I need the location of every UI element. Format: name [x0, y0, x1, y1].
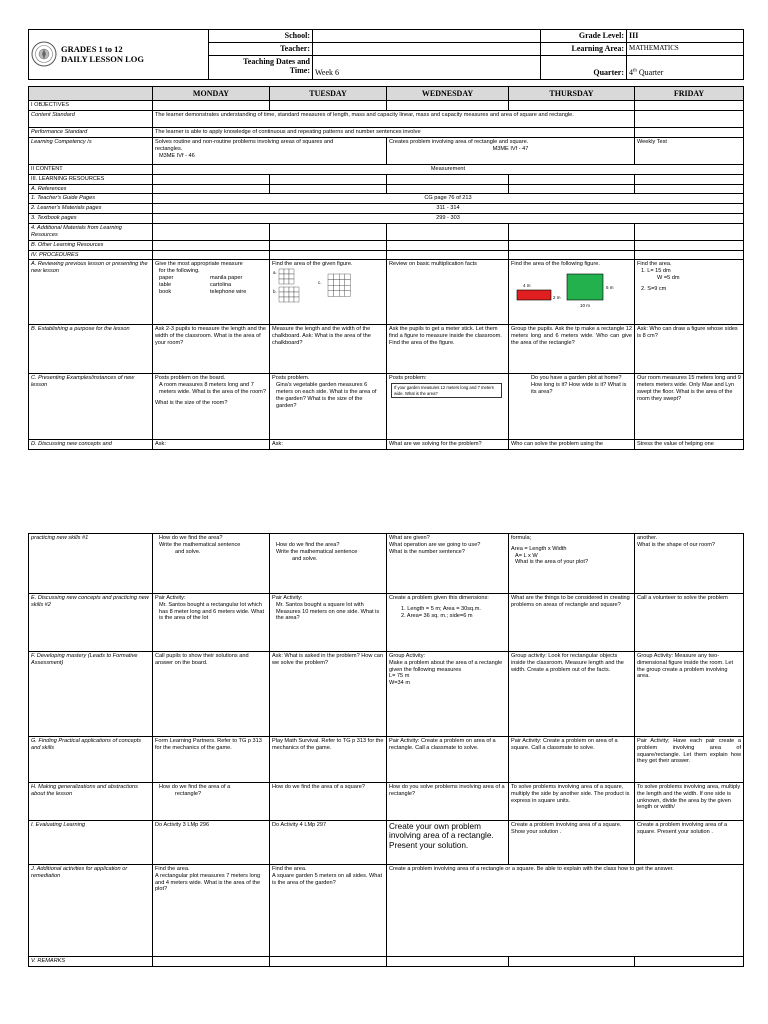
proc-i-wed: Create your own problem involving area of a rectangle. Present your solution.	[387, 821, 509, 865]
content-standard-label: Content Standard	[29, 111, 153, 128]
proc-d-mon-1: Ask:	[153, 440, 270, 450]
grid-figure-a	[279, 269, 294, 284]
proc-i-label: I. Evaluating Learning	[29, 821, 153, 865]
competency-mon-code: M3ME IVf - 46	[159, 152, 195, 159]
label-10m: 10 m	[580, 303, 591, 309]
corner-cell	[29, 86, 153, 101]
grid-figure-b-cell	[284, 292, 289, 297]
proc-i-mon: Do Activity 3 LMp 296	[153, 821, 270, 865]
grid-figure-a-cell	[279, 269, 284, 274]
problem-box: If your garden measures 12 meters long and 7 meters wide. What is the area?	[391, 383, 502, 398]
dates-label-2: Time:	[289, 66, 310, 76]
competency-mon-2: rectangles.	[155, 145, 183, 152]
proc-g-tue: Play Math Survival. Refer to TG p 313 for the mechanics of the game.	[270, 737, 387, 783]
proc-d-thu-2: formula; Area = Length x Width A= L x W What is the area of your plot?	[509, 534, 635, 594]
proc-b-thu: Group the pupils. Ask the tp make a rectangle 12 meters long and 6 meters wide. Who can give the area of the rectangle?	[509, 325, 635, 374]
grid-figure-a-cell	[289, 279, 294, 284]
grid-figure-b-cell	[284, 297, 289, 302]
performance-standard-label: Performance Standard	[29, 128, 153, 138]
proc-i-tue: Do Activity 4 LMp 297	[270, 821, 387, 865]
proc-j-tue: Find the area. A square garden 5 meters on all sides. What is the area of the garden?	[270, 865, 387, 957]
green-square	[567, 274, 603, 300]
proc-e-thu: What are the things to be considered in creating problems on areas of rectangle and square?	[509, 594, 635, 652]
proc-g-mon: Form Learning Partners. Refer to TG p 313 for the mechanics of the game.	[153, 737, 270, 783]
proc-f-tue: Ask: What is asked in the problem? How can we solve the problem?	[270, 652, 387, 737]
grid-figure-b-cell	[294, 287, 299, 292]
proc-h-wed: How do you solve problems involving area of a rectangle?	[387, 783, 509, 821]
lm-text: 311 - 314	[153, 204, 744, 214]
proc-h-tue: How do we find the area of a square?	[270, 783, 387, 821]
lm-label: 2. Learner's Materials pages	[29, 204, 153, 214]
grid-figure-a-cell	[284, 269, 289, 274]
proc-a-label: A. Reviewing previous lesson or presenting the new lesson	[29, 260, 153, 325]
proc-b-fri: Ask: Who can draw a figure whose sides is 8 cm?	[635, 325, 744, 374]
grid-figure-b-cell	[294, 297, 299, 302]
day-wednesday: WEDNESDAY	[387, 86, 509, 101]
competency-label: Learning Competency /s	[29, 137, 153, 164]
header-table	[28, 29, 744, 80]
proc-h-mon: How do we find the area of a rectangle?	[153, 783, 270, 821]
grid-figure-c-cell	[345, 291, 351, 297]
proc-f-thu: Group activity: Look for rectangular objects inside the classroom. Measure length and the width. Create a problem out of the facts.	[509, 652, 635, 737]
proc-d-mon-2: How do we find the area? Write the mathematical sentence and solve.	[153, 534, 270, 594]
measure-list: paper table book manila paper cartolina telephone wire	[159, 275, 247, 295]
proc-a-mon: Give the most appropriate measure for the following. paper table book manila paper cartolina telephone wire	[153, 260, 270, 325]
other-resources-label: B. Other Learning Resources	[29, 240, 153, 250]
references-heading: A. References	[29, 184, 153, 194]
proc-d-wed-1: What are we solving for the problem?	[387, 440, 509, 450]
label-5m: 5 m	[606, 285, 614, 291]
proc-j-wed-fri: Create a problem involving area of a rectangle or a square. Be able to explain with the class how to get the answer.	[387, 865, 744, 957]
grid-figure-c-cell	[339, 280, 345, 286]
grade-label: Grade Level:	[541, 30, 627, 43]
grid-figure-b-cell	[289, 292, 294, 297]
grid-figure-b	[279, 287, 299, 302]
grid-figure-c-cell	[328, 274, 334, 280]
day-tuesday: TUESDAY	[270, 86, 387, 101]
proc-e-label: E. Discussing new concepts and practicing new skills #2	[29, 594, 153, 652]
page-1	[28, 29, 743, 450]
doc-title-line2: DAILY LESSON LOG	[61, 54, 144, 65]
competency-mon-tue	[153, 137, 387, 164]
proc-g-wed: Pair Activity: Create a problem on area of a rectangle. Call a classmate to solve.	[387, 737, 509, 783]
deped-seal-icon	[31, 41, 57, 67]
proc-c-label: C. Presenting Examples/instances of new lesson	[29, 374, 153, 440]
proc-c-tue: Posts problem. Gina's vegetable garden measures 6 meters on each side. What is the area of the garden? What is the size of the garden?	[270, 374, 387, 440]
teacher-value	[313, 42, 541, 55]
objectives-heading: I OBJECTIVES	[29, 101, 153, 111]
figure-a-label: a.	[273, 270, 277, 276]
grid-figure-a-cell	[284, 279, 289, 284]
proc-d-thu-1: Who can solve the problem using the	[509, 440, 635, 450]
lesson-table-1	[28, 86, 744, 451]
dates-label-1: Teaching Dates and	[243, 56, 310, 66]
proc-c-mon: Posts problem on the board. A room measures 8 meters long and 7 meters wide. What is the area of the room? What is the size of the room?	[153, 374, 270, 440]
proc-d-label-2: practicing new skills #1	[29, 534, 153, 594]
day-thursday: THURSDAY	[509, 86, 635, 101]
proc-f-wed: Group Activity: Make a problem about the area of a rectangle given the following measures L= 75 m W=34 m	[387, 652, 509, 737]
dates-value: Week 6	[313, 55, 541, 79]
tb-label: 3. Textbook pages	[29, 213, 153, 223]
proc-h-fri: To solve problems involving area, multiply the length and the width. If one side is unknown, divide the area by the given length or width/	[635, 783, 744, 821]
day-monday: MONDAY	[153, 86, 270, 101]
grid-figure-a-cell	[279, 279, 284, 284]
grid-figure-c-cell	[345, 274, 351, 280]
lesson-table-2	[28, 533, 744, 967]
grid-figure-a-cell	[289, 269, 294, 274]
tg-text: CG page 76 of 213	[153, 194, 744, 204]
competency-fri: Weekly Test	[635, 137, 744, 164]
competency-wed-1: Creates problem involving area of rectangle and square.	[389, 138, 529, 145]
rectangle-square-figure	[511, 268, 631, 312]
proc-g-fri: Pair Activity; Have each pair create a problem involving area of square/rectangle. Let them explain how they get their answer.	[635, 737, 744, 783]
grid-figure-b-cell	[284, 287, 289, 292]
grid-figure-a-cell	[289, 274, 294, 279]
proc-d-label-1: D. Discussing new concepts and	[29, 440, 153, 450]
content-heading: II CONTENT	[29, 164, 153, 174]
teacher-label: Teacher:	[209, 42, 313, 55]
label-2m: 2 m	[553, 295, 561, 301]
grid-figure-c-cell	[334, 291, 340, 297]
proc-i-thu: Create a problem involving area of a square. Show your solution .	[509, 821, 635, 865]
competency-wed-thu	[387, 137, 635, 164]
grid-figure-a-cell	[284, 274, 289, 279]
quarter-label: Quarter:	[541, 55, 627, 79]
proc-b-label: B. Establishing a purpose for the lesson	[29, 325, 153, 374]
label-4m: 4 m	[523, 283, 531, 289]
proc-e-fri: Call a volunteer to solve the problem	[635, 594, 744, 652]
proc-j-mon: Find the area. A rectangular plot measures 7 meters long and 4 meters wide. What is the area of the plot?	[153, 865, 270, 957]
proc-f-fri: Group Activity: Measure any two-dimensional figure inside the room. Let the group create a problem involving area.	[635, 652, 744, 737]
grid-figure-c-cell	[334, 285, 340, 291]
figure-b-label: b.	[273, 289, 277, 295]
grid-figure-b-cell	[279, 292, 284, 297]
proc-a-thu: Find the area of the following figure. 4 m 2 m 5 m 10 m	[509, 260, 635, 325]
grid-figure-c-cell	[328, 285, 334, 291]
grid-figure-c-cell	[339, 274, 345, 280]
grid-figure-c	[328, 274, 350, 296]
area-value: MATHEMATICS	[627, 42, 744, 55]
day-friday: FRIDAY	[635, 86, 744, 101]
proc-g-thu: Pair Activity: Create a problem on area of a square. Call a classmate to solve.	[509, 737, 635, 783]
page-2	[28, 533, 743, 967]
proc-b-mon: Ask 2-3 pupils to measure the length and the width of the classroom. What is the area of your room?	[153, 325, 270, 374]
area-label: Learning Area:	[541, 42, 627, 55]
grid-figure-c-cell	[345, 285, 351, 291]
proc-d-tue-2: How do we find the area? Write the mathematical sentence and solve.	[270, 534, 387, 594]
grid-figure-b-cell	[294, 292, 299, 297]
grid-figure-c-cell	[328, 280, 334, 286]
grid-figure-a-cell	[279, 274, 284, 279]
doc-title-line1: GRADES 1 to 12	[61, 43, 123, 54]
proc-j-label: J. Additional activities for application or remediation	[29, 865, 153, 957]
grid-figure-c-cell	[334, 274, 340, 280]
proc-c-fri: Our room measures 15 meters long and 9 meters meters wide. Only Mae and Lyn swept the floor. What is the area of the room they swept?	[635, 374, 744, 440]
grid-figure-c-cell	[339, 285, 345, 291]
proc-c-thu: Do you have a garden plot at home? How long is it? How wide is it? What is its area?	[509, 374, 635, 440]
procedures-heading: IV. PROCEDURES	[29, 250, 153, 260]
proc-a-wed: Review on basic multiplication facts	[387, 260, 509, 325]
performance-standard-text: The learner is able to apply knowledge of continuous and repeating patterns and number sentences involve	[153, 128, 635, 138]
proc-a-fri: Find the area. 1. L= 15 dm W =5 dm 2. S=9 cm	[635, 260, 744, 325]
grid-figure-c-cell	[334, 280, 340, 286]
proc-b-tue: Measure the length and the width of the chalkboard. Ask: What is the area of the chalkboard?	[270, 325, 387, 374]
proc-g-label: G. Finding Practical applications of concepts and skills	[29, 737, 153, 783]
proc-h-label: H. Making generalizations and abstractions about the lesson	[29, 783, 153, 821]
proc-f-mon: Call pupils to show their solutions and answer on the board.	[153, 652, 270, 737]
additional-materials-label: 4. Additional Materials from Learning Resources	[29, 223, 153, 240]
grid-figure-b-cell	[279, 287, 284, 292]
grid-figure-c-cell	[328, 291, 334, 297]
red-rectangle	[517, 290, 551, 300]
proc-d-tue-1: Ask:	[270, 440, 387, 450]
area-grid-figures	[272, 268, 382, 306]
proc-a-tue: Find the area of the given figure. a. b. c.	[270, 260, 387, 325]
proc-d-fri-1: Stress the value of helping one	[635, 440, 744, 450]
header-logo-cell	[29, 30, 209, 80]
tg-label: 1. Teacher's Guide Pages	[29, 194, 153, 204]
remarks-label: V. REMARKS	[29, 957, 153, 967]
competency-wed-code: M3ME IVf - 47	[492, 145, 529, 152]
content-text: Measurement	[153, 164, 744, 174]
school-value	[313, 30, 541, 43]
proc-d-fri-2: another. What is the shape of our room?	[635, 534, 744, 594]
competency-mon-1: Solves routine and non-routine problems involving areas of squares and	[155, 138, 334, 145]
content-standard-text: The learner demonstrates understanding of time, standard measures of length, mass and capacity linear, mass and capacity measures and area of square and rectangle.	[153, 111, 635, 128]
proc-e-mon: Pair Activity: Mr. Santos bought a rectangular lot which has 8 meter long and 6 meters wide. What is the area of the lot	[153, 594, 270, 652]
tb-text: 299 - 303	[153, 213, 744, 223]
proc-f-label: F. Developing mastery (Leads to Formative Assessment)	[29, 652, 153, 737]
school-label: School:	[209, 30, 313, 43]
proc-i-fri: Create a problem involving area of a square. Present your solution .	[635, 821, 744, 865]
quarter-value: 4th Quarter	[627, 55, 744, 79]
grid-figure-b-cell	[279, 297, 284, 302]
grid-figure-c-cell	[339, 291, 345, 297]
grid-figure-b-cell	[289, 287, 294, 292]
proc-b-wed: Ask the pupils to get a meter stick. Let them find a figure to measure inside the classroom. Find the area of the figure.	[387, 325, 509, 374]
figure-c-label: c.	[318, 280, 322, 286]
grid-figure-b-cell	[289, 297, 294, 302]
grid-figure-c-cell	[345, 280, 351, 286]
proc-h-thu: To solve problems involving area of a square, multiply the side by another side. The product is express in square units.	[509, 783, 635, 821]
proc-c-wed: Posts problem: If your garden measures 12 meters long and 7 meters wide. What is the area?	[387, 374, 509, 440]
resources-heading: III. LEARNING RESOURCES	[29, 174, 153, 184]
proc-e-wed: Create a problem given this dimensions: 1. Length = 5 m; Area = 30sq.m. 2. Area= 36 sq. m.; side=6 m	[387, 594, 509, 652]
proc-e-tue: Pair Activity: Mr. Santos bought a square lot with Measures 10 meters on one side. What is the area?	[270, 594, 387, 652]
dates-label	[209, 55, 313, 79]
grade-value: III	[627, 30, 744, 43]
proc-d-wed-2: What are given? What operation are we going to use? What is the number sentence?	[387, 534, 509, 594]
